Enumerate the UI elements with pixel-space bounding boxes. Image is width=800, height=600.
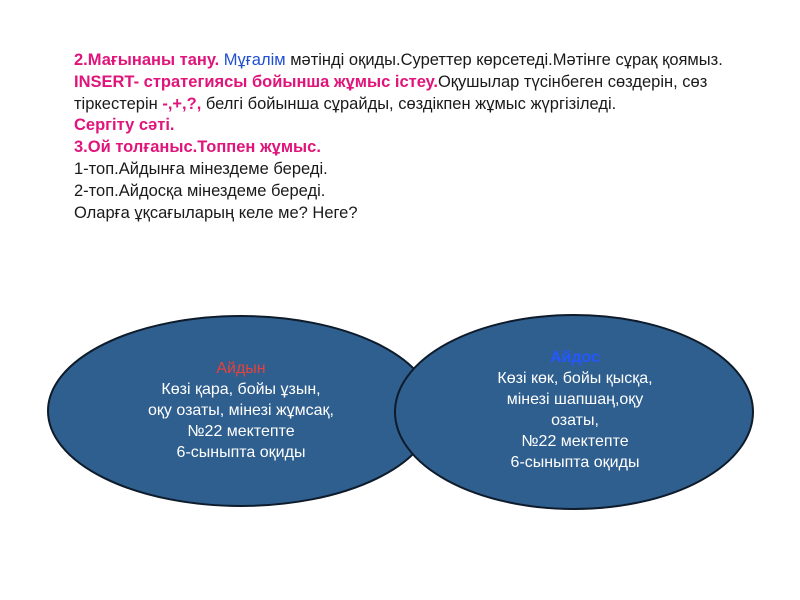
left-ellipse-text [86, 358, 396, 463]
paragraph-1-text: мәтінді оқиды.Суреттер көрсетеді.Мәтінге сұрақ қоямыз. [290, 51, 723, 69]
right-ellipse-text [425, 347, 725, 473]
left-ellipse-title: Айдын [216, 360, 266, 377]
left-ellipse-line: оқу озаты, мінезі жұмсақ, [148, 402, 334, 419]
question-line: Оларға ұқсағыларың келе ме? Неге? [74, 203, 358, 222]
right-ellipse-line: 6-сыныпта оқиды [510, 454, 640, 471]
right-ellipse-line: озаты, [551, 412, 599, 429]
teacher-word: Мұғалім [223, 51, 286, 69]
heading-reflection: 3.Ой толғаныс.Топпен жұмыс. [74, 138, 321, 157]
right-ellipse-title: Айдос [549, 349, 600, 366]
group-1-task: 1-топ.Айдынға мінездеме береді. [74, 159, 328, 178]
heading-insert: INSERT- стратегиясы бойынша жұмыс істеу. [74, 72, 438, 91]
heading-recognition: 2.Мағынаны тану. [74, 51, 220, 69]
group-2-task: 2-топ.Айдосқа мінездеме береді. [74, 181, 326, 200]
right-ellipse-line: №22 мектепте [521, 433, 629, 450]
right-ellipse-line: мінезі шапшаң,оқу [506, 391, 644, 408]
paragraph-2-text-b: белгі бойынша сұрайды, сөздікпен жұмыс жүргізіледі. [205, 94, 617, 113]
heading-warmup: Сергіту сәті. [74, 116, 175, 135]
right-ellipse-line: Көзі көк, бойы қысқа, [497, 370, 653, 387]
insert-symbols: -,+,?, [162, 94, 202, 113]
paragraph-2-text-a: Оқушылар түсінбеген сөздерін, сөз тіркестерін [74, 72, 708, 113]
left-ellipse-line: Көзі қара, бойы ұзын, [161, 381, 321, 398]
left-ellipse-line: 6-сыныпта оқиды [176, 444, 306, 461]
left-ellipse-line: №22 мектепте [187, 423, 295, 440]
